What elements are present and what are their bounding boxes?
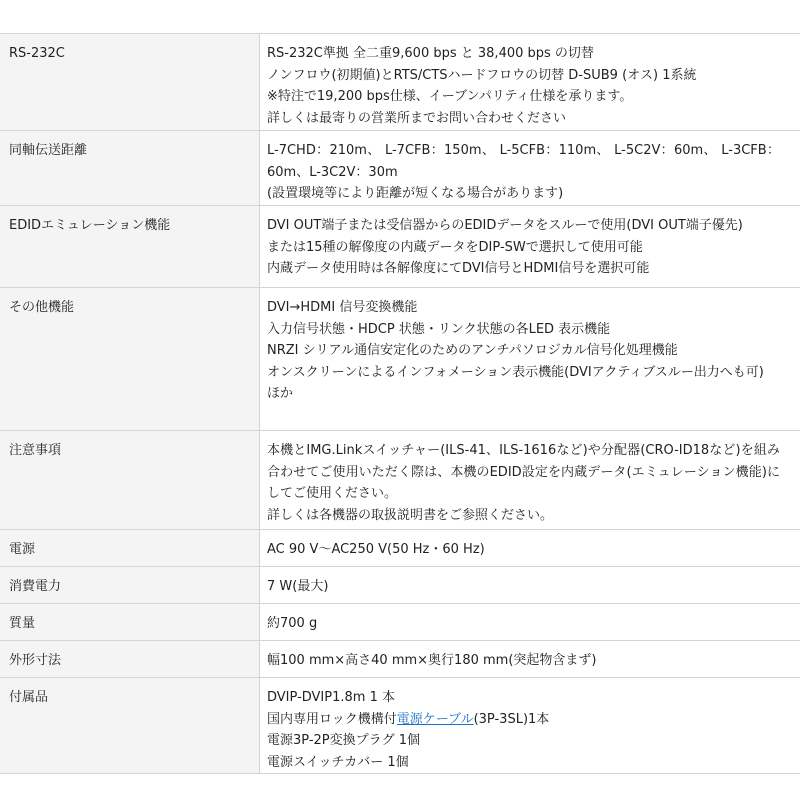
- spec-line: AC 90 V〜AC250 V(50 Hz・60 Hz): [267, 542, 485, 557]
- spec-line: [267, 709, 780, 731]
- spec-row-dimensions: [0, 641, 800, 678]
- spec-line: NRZI シリアル通信安定化のためのアンチパソロジカル信号化処理機能: [267, 343, 678, 358]
- spec-line: 内蔵データ使用時は各解像度にてDVI信号とHDMI信号を選択可能: [267, 261, 650, 276]
- spec-line: 7 W(最大): [267, 579, 329, 594]
- spec-row-notes: [0, 431, 800, 530]
- spec-value: [260, 567, 800, 604]
- spec-row-other-functions: [0, 288, 800, 431]
- spec-label: 電源: [0, 530, 260, 567]
- spec-line: L-7CHD：210m、 L-7CFB：150m、 L-5CFB：110m、 L-5C2V：60m、 L-3CFB：60m、L-3C2V：30m: [267, 143, 780, 180]
- spec-value: [260, 604, 800, 641]
- spec-value: [260, 530, 800, 567]
- spec-line: 詳しくは各機器の取扱説明書をご参照ください。: [267, 507, 554, 523]
- spec-label: 注意事項: [0, 431, 260, 530]
- spec-line: 電源スイッチカバー 1個: [267, 754, 409, 770]
- spec-label: その他機能: [0, 288, 260, 431]
- spec-row-power-consumption: [0, 567, 800, 604]
- spec-value: [260, 288, 800, 431]
- spec-value: [260, 206, 800, 288]
- spec-row-power: [0, 530, 800, 567]
- power-cable-link[interactable]: 電源ケーブル: [396, 711, 474, 727]
- spec-line: 入力信号状態・HDCP 状態・リンク状態の各LED 表示機能: [267, 321, 611, 337]
- spec-line: 本機とIMG.Linkスイッチャー(ILS-41、ILS-1616など)や分配器(CRO-ID18など)を組み合わせてご使用いただく際は、本機のEDID設定を内蔵データ(エミュレーション機能)にしてご使用ください。: [267, 443, 780, 501]
- spec-line: RS-232C準拠 全二重9,600 bps と 38,400 bps の切替: [267, 46, 594, 61]
- spec-value: [260, 678, 800, 774]
- spec-label: EDIDエミュレーション機能: [0, 206, 260, 288]
- spec-label: 質量: [0, 604, 260, 641]
- spec-line: ほか: [267, 386, 294, 401]
- spec-label: 消費電力: [0, 567, 260, 604]
- spec-line: 詳しくは最寄りの営業所までお問い合わせください: [267, 110, 567, 126]
- spec-table: [0, 33, 800, 774]
- spec-line: オンスクリーンによるインフォメーション表示機能(DVIアクティブスルー出力へも可): [267, 364, 764, 380]
- spec-value: [260, 431, 800, 530]
- spec-line: ノンフロウ(初期値)とRTS/CTSハードフロウの切替 D-SUB9 (オス) 1系統: [267, 67, 697, 83]
- spec-line: ※特注で19,200 bps仕様、イーブンパリティ仕様を承ります。: [267, 89, 633, 104]
- spec-row-edid: [0, 206, 800, 288]
- spec-line: 約700 g: [267, 616, 318, 631]
- spec-label: 外形寸法: [0, 641, 260, 678]
- spec-line: または15種の解像度の内蔵データをDIP-SWで選択して使用可能: [267, 239, 643, 255]
- spec-label: 付属品: [0, 678, 260, 774]
- spec-line: DVIP-DVIP1.8m 1 本: [267, 690, 395, 705]
- accessory-text: 国内専用ロック機構付: [267, 711, 397, 727]
- spec-line: (設置環境等により距離が短くなる場合があります): [267, 186, 564, 201]
- spec-line: 電源3P-2P変換プラグ 1個: [267, 733, 421, 748]
- spec-row-rs232c: [0, 34, 800, 131]
- spec-line: DVI→HDMI 信号変換機能: [267, 300, 418, 315]
- spec-label: 同軸伝送距離: [0, 131, 260, 206]
- spec-value: [260, 34, 800, 131]
- spec-line: DVI OUT端子または受信器からのEDIDデータをスルーで使用(DVI OUT端子優先): [267, 218, 743, 233]
- spec-row-mass: [0, 604, 800, 641]
- spec-label: RS-232C: [0, 34, 260, 131]
- spec-row-coax-distance: [0, 131, 800, 206]
- spec-row-accessories: [0, 678, 800, 774]
- spec-value: [260, 641, 800, 678]
- spec-value: [260, 131, 800, 206]
- spec-line: 幅100 mm×高さ40 mm×奥行180 mm(突起物含まず): [267, 653, 597, 668]
- accessory-text: (3P-3SL)1本: [473, 711, 550, 727]
